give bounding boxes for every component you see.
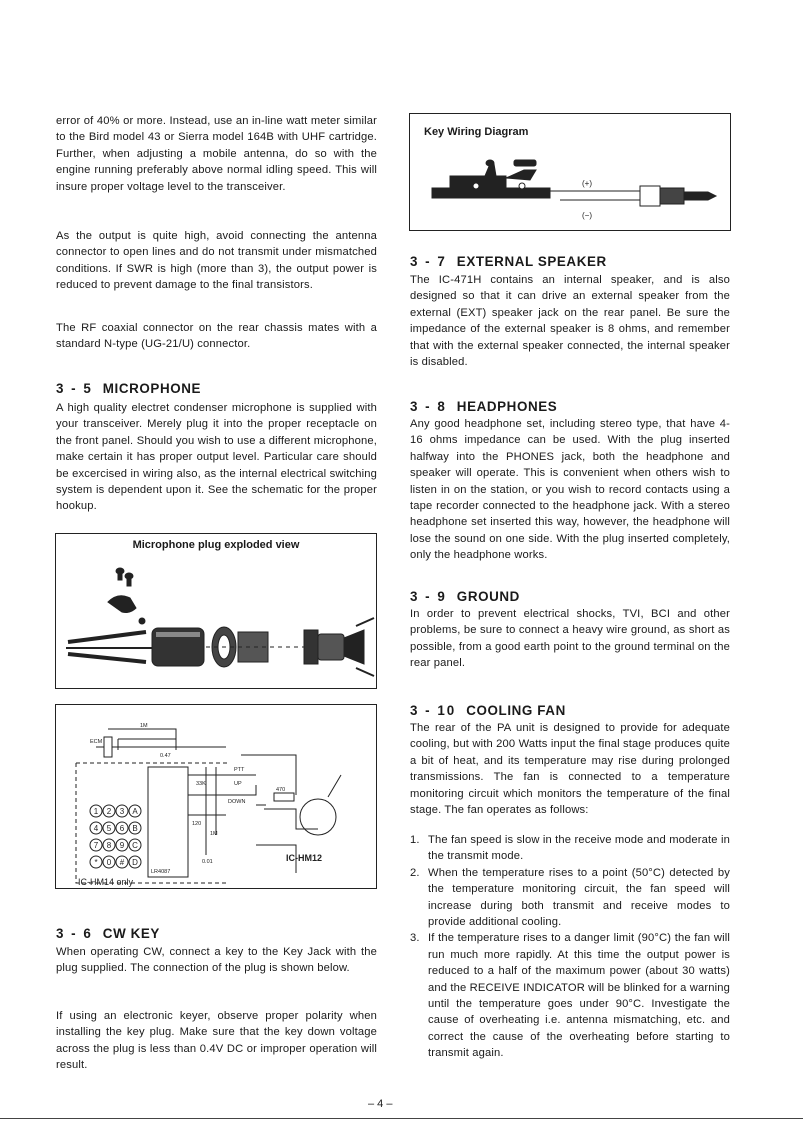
paragraph: The IC-471H contains an internal speaker, and is also designed so that it can drive an external speaker from the external (EXT) speaker jack on the rear panel. Be sure the impedance of the external speaker is 8 ohms, and remember that with the external speaker connected, the internal speaker is disabled.	[410, 274, 730, 369]
section-title: HEADPHONES	[456, 399, 558, 414]
section-heading-3-8	[410, 399, 557, 414]
figure-caption: Microphone plug exploded view	[132, 539, 300, 551]
list-text: When the temperature rises to a point (50°C) detected by the temperature monitoring circuit, the fan speed will increase during both transmit and receive modes to provide additional cooling.	[428, 866, 730, 929]
intro-paragraph-1	[56, 113, 377, 195]
section-heading-3-10	[410, 703, 566, 718]
paragraph: As the output is quite high, avoid connecting the antenna connector to open lines and do not transmit under mismatched conditions. If SWR is high (more than 3), the output power is reduced to prevent damage to the final transistors.	[56, 230, 377, 292]
paragraph: In order to prevent electrical shocks, TVI, BCI and other problems, be sure to connect a heavy wire ground, as short as possible, from a good earth point to the ground terminal on the rear panel.	[410, 608, 730, 670]
list-number: 3.	[410, 932, 420, 945]
section-title: COOLING FAN	[466, 703, 566, 718]
keypad-key-label: *	[94, 858, 98, 867]
section-number: 3 - 9	[410, 589, 447, 604]
paragraph: When operating CW, connect a key to the Key Jack with the plug supplied. The connection of the plug is shown below.	[56, 946, 377, 975]
resistor-label: 33K	[196, 781, 206, 787]
cap-label: 0.01	[202, 859, 213, 865]
keypad-key-label: A	[132, 807, 138, 816]
paragraph: If using an electronic keyer, observe proper polarity when installing the key plug. Make sure that the key down voltage across the plug is less than 0.4V DC or improper operation will result.	[56, 1010, 377, 1072]
key-wiring-figure	[409, 113, 731, 231]
paragraph: error of 40% or more. Instead, use an in-line watt meter similar to the Bird model 43 or Sierra model 164B with UHF cartridge. Further, when adjusting a mobile antenna, do so with the engine running preferably above normal idling speed. This will insure proper voltage level to the transceiver.	[56, 115, 377, 193]
section-title: MICROPHONE	[102, 381, 202, 396]
ic-label: LR4087	[151, 869, 171, 875]
bottom-rule	[0, 1118, 803, 1119]
intro-paragraph-3	[56, 320, 377, 353]
paragraph: A high quality electret condenser microphone is supplied with your transceiver. Merely plug it into the proper receptacle on the front panel. Should you wish to use a different microphone, make certain it has proper output level. Particular care should be excercised in wiring also, as the internal electrical switching system is dependent upon it. See the schematic for the proper hookup.	[56, 402, 377, 513]
keypad-key-label: #	[119, 858, 125, 867]
keypad-key-label: 8	[106, 841, 112, 850]
section-number: 3 - 7	[410, 254, 447, 269]
figure-caption: Key Wiring Diagram	[424, 126, 529, 138]
section-number: 3 - 5	[56, 381, 93, 396]
negative-label: (−)	[582, 211, 592, 220]
section-body-3-8	[410, 416, 730, 564]
resistor-label: 470	[276, 787, 286, 793]
ptt-label: PTT	[234, 767, 245, 773]
keypad-key-label: 5	[106, 824, 112, 833]
microphone-plug-drawing	[56, 558, 376, 688]
microphone-schematic-figure	[55, 704, 377, 889]
microphone-plug-figure	[55, 533, 377, 689]
section-body-3-6b	[56, 1008, 377, 1074]
list-item	[410, 930, 730, 1061]
keypad-key-label: D	[132, 858, 138, 867]
section-body-3-6	[56, 944, 377, 977]
section-number: 3 - 6	[56, 926, 93, 941]
positive-label: (+)	[582, 179, 592, 188]
section-title: CW KEY	[102, 926, 160, 941]
keypad-key-label: 9	[119, 841, 125, 850]
list-item	[410, 865, 730, 931]
intro-paragraph-2	[56, 228, 377, 294]
resistor-label: 1M	[210, 831, 218, 837]
up-label: UP	[234, 781, 242, 787]
ic-hm12-label: IC-HM12	[286, 853, 323, 863]
down-label: DOWN	[228, 799, 246, 805]
section-body-3-7	[410, 272, 730, 370]
section-number: 3 - 8	[410, 399, 447, 414]
ecm-label: ECM	[90, 739, 103, 745]
cap-label: 0.47	[160, 753, 171, 759]
keypad-key-label: 2	[106, 807, 112, 816]
keypad-key-label: 3	[119, 807, 125, 816]
paragraph: Any good headphone set, including stereo type, that have 4-16 ohms impedance can be used. With the plug inserted halfway into the PHONES jack, both the headphone and speaker will operate. This is convenient when others wish to listen in on the station, or you wish to record contacts using a tape recorder connected to the headphone jack. With a stereo headphone set inserted this way, however, the headphone will lose the sound on one side. With the plug inserted completely, only the headphone works.	[410, 418, 730, 562]
list-text: The fan speed is slow in the receive mode and moderate in the transmit mode.	[428, 834, 730, 863]
keypad	[90, 805, 141, 868]
keypad-key-label: B	[132, 824, 138, 833]
page-number: – 4 –	[368, 1098, 393, 1110]
resistor-label: 1M	[140, 723, 148, 729]
fan-operation-list	[410, 832, 730, 1062]
section-body-3-9	[410, 606, 730, 672]
key-plug-drawing	[410, 148, 730, 228]
list-number: 1.	[410, 834, 420, 846]
section-heading-3-5	[56, 381, 201, 396]
keypad-key-label: 6	[119, 824, 125, 833]
keypad-key-label: C	[132, 841, 138, 850]
keypad-key-label: 7	[93, 841, 99, 850]
keypad-key-label: 4	[93, 824, 99, 833]
list-text: If the temperature rises to a danger limit (90°C) the fan will run much more rapidly. At this time the output power is reduced to a half of the maximum power (about 30 watts) and the RECEIVE INDICATOR will be blinked for a warning until the temperature goes under 90°C. Investigate the cause of overheating i.e. antenna mismatching, etc. and correct the cause of the overheating before starting to transmit again.	[428, 932, 730, 1060]
list-item	[410, 832, 730, 865]
ic-hm14-label: IC-HM14 only	[78, 877, 134, 887]
microphone-schematic	[56, 705, 376, 888]
section-heading-3-9	[410, 589, 520, 604]
resistor-label: 120	[192, 821, 202, 827]
section-heading-3-6	[56, 926, 160, 941]
paragraph: The RF coaxial connector on the rear chassis mates with a standard N-type (UG-21/U) connector.	[56, 322, 377, 351]
paragraph: The rear of the PA unit is designed to provide for adequate cooling, but with 200 Watts input the final stage produces quite a bit of heat, and its temperature may rise during prolonged transmissions. The fan is connected to a temperature monitoring circuit which monitors the temperature of the final stage. The fan operates as follows:	[410, 722, 730, 817]
keypad-key-label: 1	[93, 807, 99, 816]
section-number: 3 - 10	[410, 703, 457, 718]
list-number: 2.	[410, 866, 420, 879]
keypad-key-label: 0	[106, 858, 112, 867]
section-body-3-5	[56, 400, 377, 515]
section-title: GROUND	[456, 589, 520, 604]
section-heading-3-7	[410, 254, 607, 269]
section-body-3-10	[410, 720, 730, 818]
section-title: EXTERNAL SPEAKER	[456, 254, 607, 269]
